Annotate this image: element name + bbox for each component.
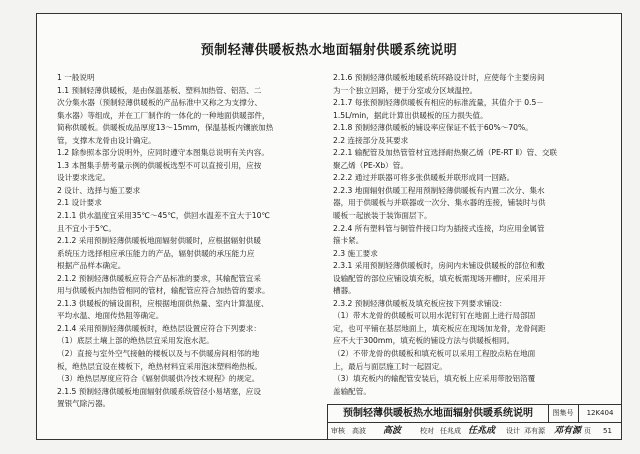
text-line: 1.5L/min，据此计算出供暖板的压力损失值。 — [333, 110, 488, 120]
text-line: 2.1.4 采用预制轻薄供暖板时，绝热层设置应符合下列要求： — [57, 323, 261, 333]
text-line: 且不宜小于5℃。 — [57, 223, 116, 233]
text-line: 聚乙烯（PE-Xb）管。 — [333, 160, 408, 170]
review-name: 高波 — [352, 427, 366, 435]
text-line: 2.1.6 预制轻薄供暖板地暖系统环路设计时，应使每个主要房间 — [333, 73, 545, 82]
page-title: 预制轻薄供暖板热水地面辐射供暖系统说明 — [200, 43, 458, 58]
text-line: 集水器）等组成，并在工厂制作的一体化的一种地面供暖部件， — [57, 110, 270, 120]
text-line: 1.3 本图集手册考量示例的供暖板选型不可以直接引用，应按 — [57, 160, 262, 170]
text-line: 2.1.1 供水温度宜采用35℃～45℃，供回水温差不宜大于10℃ — [57, 211, 270, 221]
title-block-title: 预制轻薄供暖板热水地面辐射供暖系统说明 — [328, 405, 549, 422]
atlas-number-label: 图集号 — [552, 409, 574, 417]
text-line: 管，支撑木龙骨由设计确定。 — [57, 135, 156, 145]
text-line: 板，绝热层宜设在楼板下，绝热材料宜采用泡沫塑料绝热板。 — [57, 361, 263, 371]
text-line: （2）不带龙骨的供暖板和填充板可以采用工程胶点粘在地面 — [333, 349, 536, 359]
text-line: 2.1 设计要求 — [57, 198, 102, 208]
text-line: （1）带木龙骨的供暖板可以用水泥钉钉在地面上进行局部固 — [333, 311, 536, 321]
text-line: 为一个独立回路，便于分室或分区域温控。 — [333, 85, 478, 95]
atlas-number: 12K404 — [586, 409, 614, 417]
text-line: 2.1.8 预制轻薄供暖板的铺设率应保证不低于60%～70%。 — [333, 123, 533, 133]
text-line: 简称供暖板。供暖板成品厚度13～15mm，保温基板内镶嵌加热 — [57, 123, 274, 133]
text-line: 暖板一起嵌装于装饰面层下。 — [333, 211, 432, 221]
text-line: 用与供暖板内加热管相同的管材，输配管应符合加热管的要求。 — [57, 286, 270, 296]
text-line: 2.1.5 预制轻薄供暖板地面辐射供暖系统管径小易堵塞，应设 — [57, 386, 261, 396]
drawing-sheet — [36, 13, 622, 440]
text-line: （1）底层土壤上部的绝热层宜采用发泡水泥。 — [57, 336, 214, 346]
text-line: 槽器。 — [333, 286, 356, 296]
text-line: 2.2.2 通过并联器可将多张供暖板并联形成同一回路。 — [333, 173, 515, 183]
check-signature: 任兆成 — [468, 426, 496, 436]
text-line: 2.2.1 输配管及加热管管材宜选择耐热聚乙烯（PE-RT Ⅱ）管、交联 — [333, 148, 558, 158]
text-line: 2.2 连接部分及其要求 — [333, 135, 409, 145]
page-number: 51 — [603, 427, 612, 435]
text-line: 2 设计、选择与施工要求 — [57, 185, 141, 195]
text-line: 2.1.3 供暖板的铺设面积，应根据地面供热量、室内计算温度、 — [57, 298, 269, 308]
text-line: 2.3 施工要求 — [333, 248, 378, 258]
check-name: 任兆成 — [440, 427, 461, 435]
review-signature: 高波 — [383, 426, 402, 436]
text-line: 系统压力选择相应承压能力的产品，辐射供暖的承压能力应 — [57, 248, 255, 258]
text-line: （2）直接与室外空气接触的楼板以及与不供暖房间相邻的地 — [57, 349, 260, 359]
text-line: 根据产品样本确定。 — [57, 261, 126, 271]
text-line: 应不大于300mm，填充板的铺设方法与供暖板相同。 — [333, 336, 515, 346]
left-text-column — [57, 72, 319, 411]
text-line: 2.1.7 每张预制轻薄供暖板有相应的标准流量，其值介于 0.5－ — [333, 98, 544, 108]
text-line: （3）填充板内的输配管安装后，填充板上应采用带胶铝箔覆 — [333, 374, 536, 384]
design-name: 邓有源 — [524, 427, 545, 435]
right-text-column — [333, 72, 601, 398]
text-line: 2.3.2 预制轻薄供暖板及填充板应按下列要求铺设： — [333, 298, 507, 308]
check-label: 校对 — [420, 427, 434, 435]
design-label: 设计 — [506, 427, 520, 435]
design-signature: 邓有源 — [554, 426, 582, 436]
text-line: 箍卡紧。 — [333, 236, 364, 246]
text-line: 置银气除污器。 — [57, 399, 111, 409]
text-line: 盖输配管。 — [333, 386, 371, 396]
text-line: 2.1.2 采用预制轻薄供暖板地面辐射供暖时，应根据辐射供暖 — [57, 236, 261, 246]
text-line: （3）绝热层厚度应符合《辐射供暖供冷技术规程》的规定。 — [57, 374, 260, 384]
text-line: 1.2 除参照本部分说明外，应同时遵守本图集总说明有关内容。 — [57, 148, 269, 158]
text-line: 1.1 预制轻薄供暖板，是由保温基板、塑料加热管、铝箔、二 — [57, 85, 262, 95]
title-block — [327, 404, 622, 440]
text-line: 2.2.3 地面辐射供暖工程用预制轻薄供暖板有内置二次分、集水 — [333, 185, 545, 195]
text-line: 2.2.4 所有塑料管与铜管件接口均为插接式连接，均应用金属管 — [333, 223, 545, 233]
text-line: 设计要求选定。 — [57, 173, 111, 183]
page-label: 页 — [584, 427, 591, 435]
text-line: 器，用于供暖板与并联器或一次分、集水器的连接，铺装时与供 — [333, 198, 546, 208]
text-line: 设输配管的部位应铺设填充板，填充板需现场开槽时，应采用开 — [333, 273, 546, 283]
text-line: 2.1.2 预制轻薄供暖板应符合产品标准的要求，其输配管宜采 — [57, 273, 261, 283]
text-line: 平均水温、地面传热阻等确定。 — [57, 311, 164, 321]
review-label: 审核 — [331, 427, 345, 435]
text-line: 定，也可平铺在基层地面上，填充板应在现场加龙骨，龙骨间距 — [333, 323, 546, 333]
text-line: 上，最后与面层施工时一起固定。 — [333, 361, 447, 371]
text-line: 2.3.1 采用预制轻薄供暖板时，房间内未铺设供暖板的部位和敷 — [333, 261, 545, 271]
text-line: 1 一般说明 — [57, 73, 95, 82]
text-line: 次分集水器（预制轻薄供暖板的产品标准中又称之为支撑分、 — [57, 98, 263, 108]
